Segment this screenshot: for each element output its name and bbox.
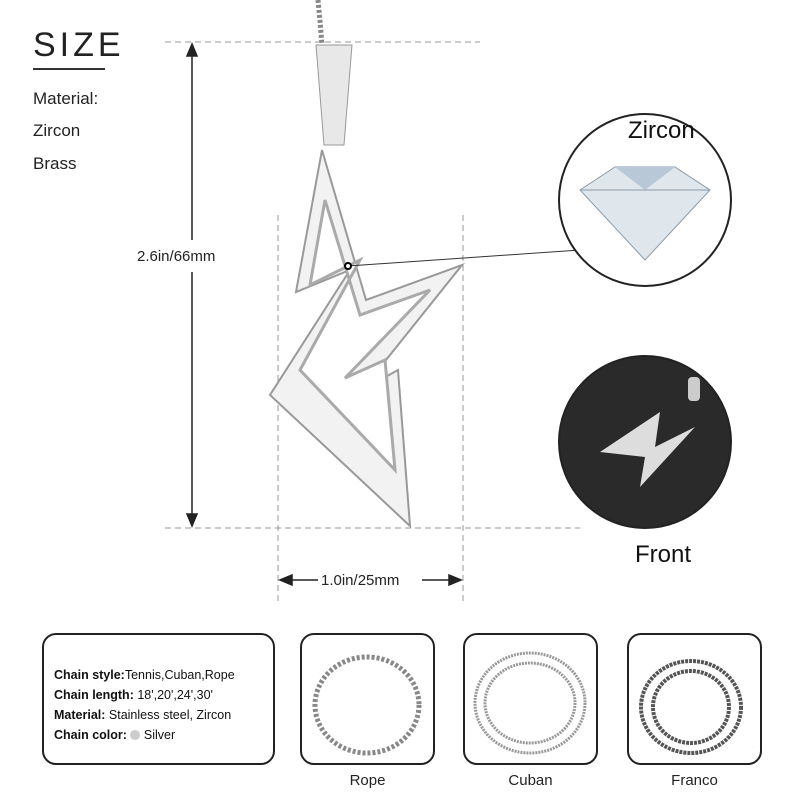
bail <box>316 45 352 145</box>
spec-material: Material: Stainless steel, Zircon <box>54 708 232 722</box>
front-view <box>558 355 732 529</box>
zircon-caption: Zircon <box>628 117 695 144</box>
spec-chain-style: Chain style:Tennis,Cuban,Rope <box>54 668 235 682</box>
material-label: Material: <box>33 89 99 108</box>
franco-label: Franco <box>671 772 718 789</box>
spec-box <box>42 633 275 765</box>
material-brass: Brass <box>33 154 77 173</box>
material-zircon: Zircon <box>33 121 81 140</box>
cuban-label: Cuban <box>508 772 553 789</box>
spec-chain-color: Chain color: Silver <box>54 728 176 742</box>
rope-label: Rope <box>349 772 386 789</box>
height-dimension: 2.6in/66mm <box>137 248 216 265</box>
front-caption: Front <box>635 541 692 568</box>
bolt-front-icon <box>560 357 730 527</box>
rope-chain-image <box>300 633 435 765</box>
width-dimension: 1.0in/25mm <box>321 572 400 589</box>
spec-chain-length: Chain length: 18',20',24',30' <box>54 688 213 702</box>
franco-chain-image <box>627 633 762 765</box>
cuban-chain-image <box>463 633 598 765</box>
silver-color-dot <box>130 730 140 740</box>
necklace-chain <box>318 0 322 45</box>
size-title: SIZE <box>33 26 125 64</box>
